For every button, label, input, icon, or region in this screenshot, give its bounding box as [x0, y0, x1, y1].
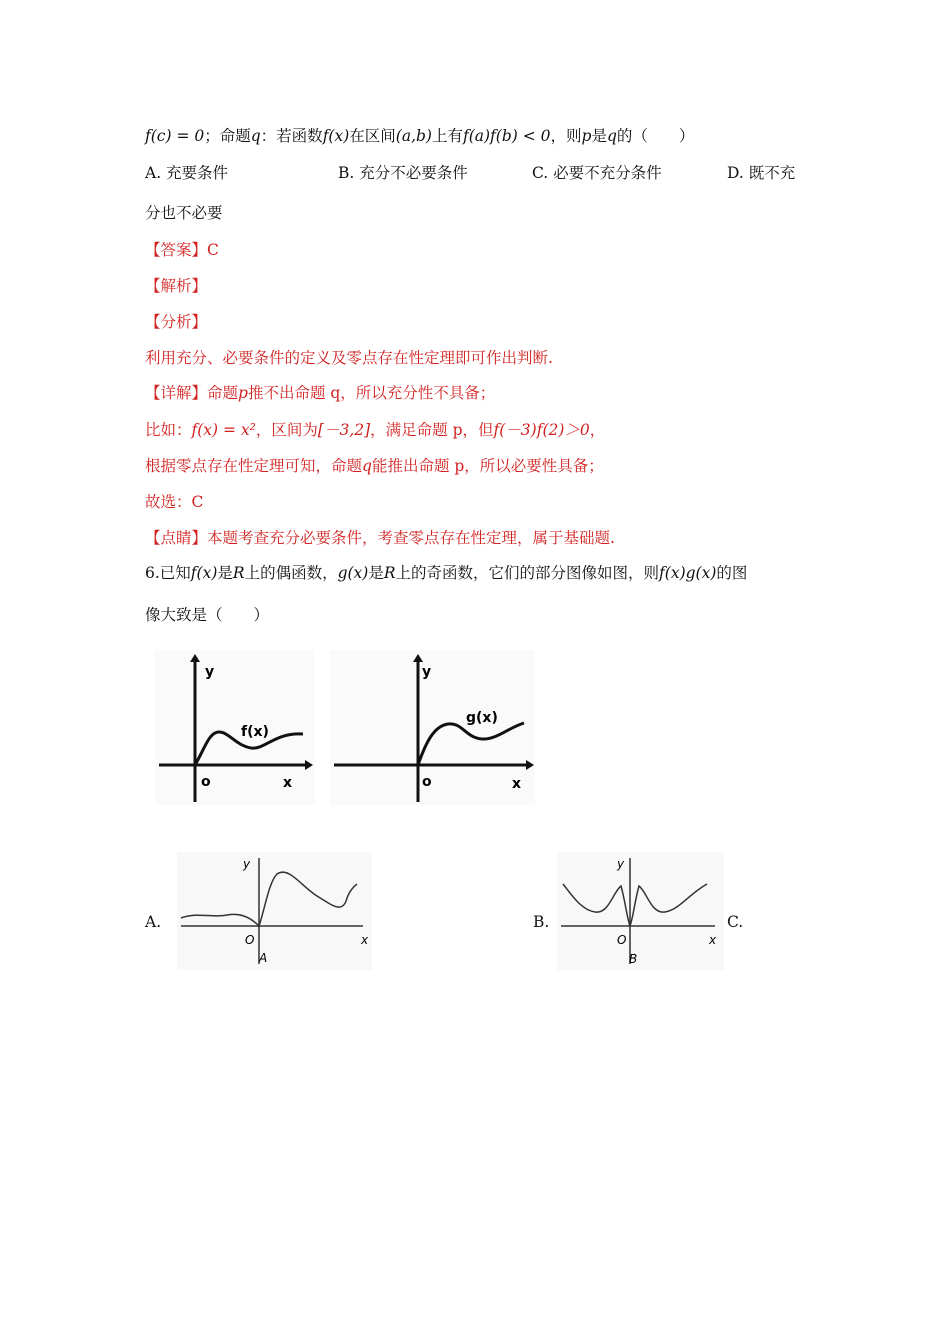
text: 在区间 — [349, 127, 396, 145]
option-b: B. 充分不必要条件 — [338, 164, 468, 182]
text: ，则 — [550, 127, 582, 145]
text: 是 — [217, 564, 233, 582]
curve-label: f(x) — [241, 724, 269, 740]
text: ， — [589, 421, 606, 439]
origin-label: o — [422, 774, 432, 790]
math-q: q — [250, 127, 261, 145]
x-axis-label: x — [709, 933, 717, 947]
option-b-graph — [557, 852, 724, 970]
choose-line: 故选：C — [145, 493, 204, 511]
necessary-line — [145, 455, 604, 477]
fenxi-text: 利用充分、必要条件的定义及零点存在性定理即可作出判断. — [145, 349, 553, 367]
math-R: R — [383, 564, 396, 582]
math-q2: q — [606, 127, 617, 145]
text: 是 — [591, 127, 607, 145]
y-axis-label: y — [422, 664, 432, 680]
x-axis-label: x — [512, 776, 522, 792]
text: 6.已知 — [145, 564, 191, 582]
math-product: f(－3)f(2)＞0 — [493, 421, 590, 439]
detail-line — [145, 382, 495, 404]
x-axis-label: x — [361, 933, 369, 947]
q6-stem-line-2: 像大致是（ ） — [145, 606, 270, 624]
text: ，区间为 — [255, 421, 318, 439]
text: 能推出命题 p，所以必要性具备； — [371, 457, 604, 475]
math-product: f(a)f(b) < 0 — [462, 127, 551, 145]
math-q: q — [362, 457, 372, 475]
option-tag: A — [259, 951, 268, 965]
curve-label: g(x) — [466, 710, 498, 726]
option-c: C. 必要不充分条件 — [532, 164, 662, 182]
x-axis-label: x — [283, 775, 293, 791]
option-tag: B — [629, 952, 638, 966]
math-R: R — [232, 564, 245, 582]
q6-stem-line — [145, 562, 747, 584]
y-axis-label: y — [243, 857, 251, 871]
text: ，满足命题 p，但 — [370, 421, 494, 439]
text: 是 — [368, 564, 384, 582]
y-axis-label: y — [617, 857, 625, 871]
math-fx: f(x) — [190, 564, 218, 582]
text: 的图 — [716, 564, 748, 582]
y-axis-label: y — [205, 664, 215, 680]
math-fx-x2: f(x) = x² — [191, 421, 256, 439]
text: ：若函数 — [260, 127, 323, 145]
q5-stem-line — [145, 125, 694, 147]
text: 上有 — [431, 127, 463, 145]
example-line — [145, 419, 605, 441]
option-a: A. 充要条件 — [145, 164, 229, 182]
math-fc0: f(c) = 0 — [145, 127, 205, 145]
origin-label: O — [245, 933, 255, 947]
text: 根据零点存在性定理可知，命题 — [145, 457, 363, 475]
option-c-label: C. — [727, 913, 744, 931]
math-fxgx: f(x)g(x) — [659, 564, 717, 582]
option-b-label: B. — [533, 913, 550, 931]
math-interval: (a,b) — [395, 127, 432, 145]
math-gx: g(x) — [337, 564, 369, 582]
text: 【详解】命题 — [145, 384, 239, 402]
math-p: p — [581, 127, 592, 145]
analysis-heading: 【解析】 — [145, 277, 208, 295]
text: 的（ ） — [616, 127, 695, 145]
text: ；命题 — [204, 127, 251, 145]
math-fx: f(x) — [322, 127, 350, 145]
option-a-label: A. — [145, 913, 162, 931]
option-d-continuation: 分也不必要 — [145, 204, 223, 222]
dianjing-line: 【点睛】本题考查充分必要条件，考查零点存在性定理，属于基础题. — [145, 529, 615, 547]
origin-label: o — [201, 774, 211, 790]
graph-f — [155, 650, 315, 805]
origin-label: O — [617, 933, 627, 947]
option-d: D. 既不充 — [727, 164, 796, 182]
text: 推不出命题 q，所以充分性不具备； — [247, 384, 496, 402]
math-p: p — [238, 384, 248, 402]
option-a-graph — [177, 852, 372, 970]
fenxi-heading: 【分析】 — [145, 313, 208, 331]
math-interval: [－3,2] — [317, 421, 371, 439]
text: 上的偶函数， — [244, 564, 338, 582]
text: 比如： — [145, 421, 192, 439]
answer: 【答案】C — [145, 241, 219, 259]
text: 上的奇函数，它们的部分图像如图，则 — [395, 564, 660, 582]
graph-g — [330, 650, 535, 805]
